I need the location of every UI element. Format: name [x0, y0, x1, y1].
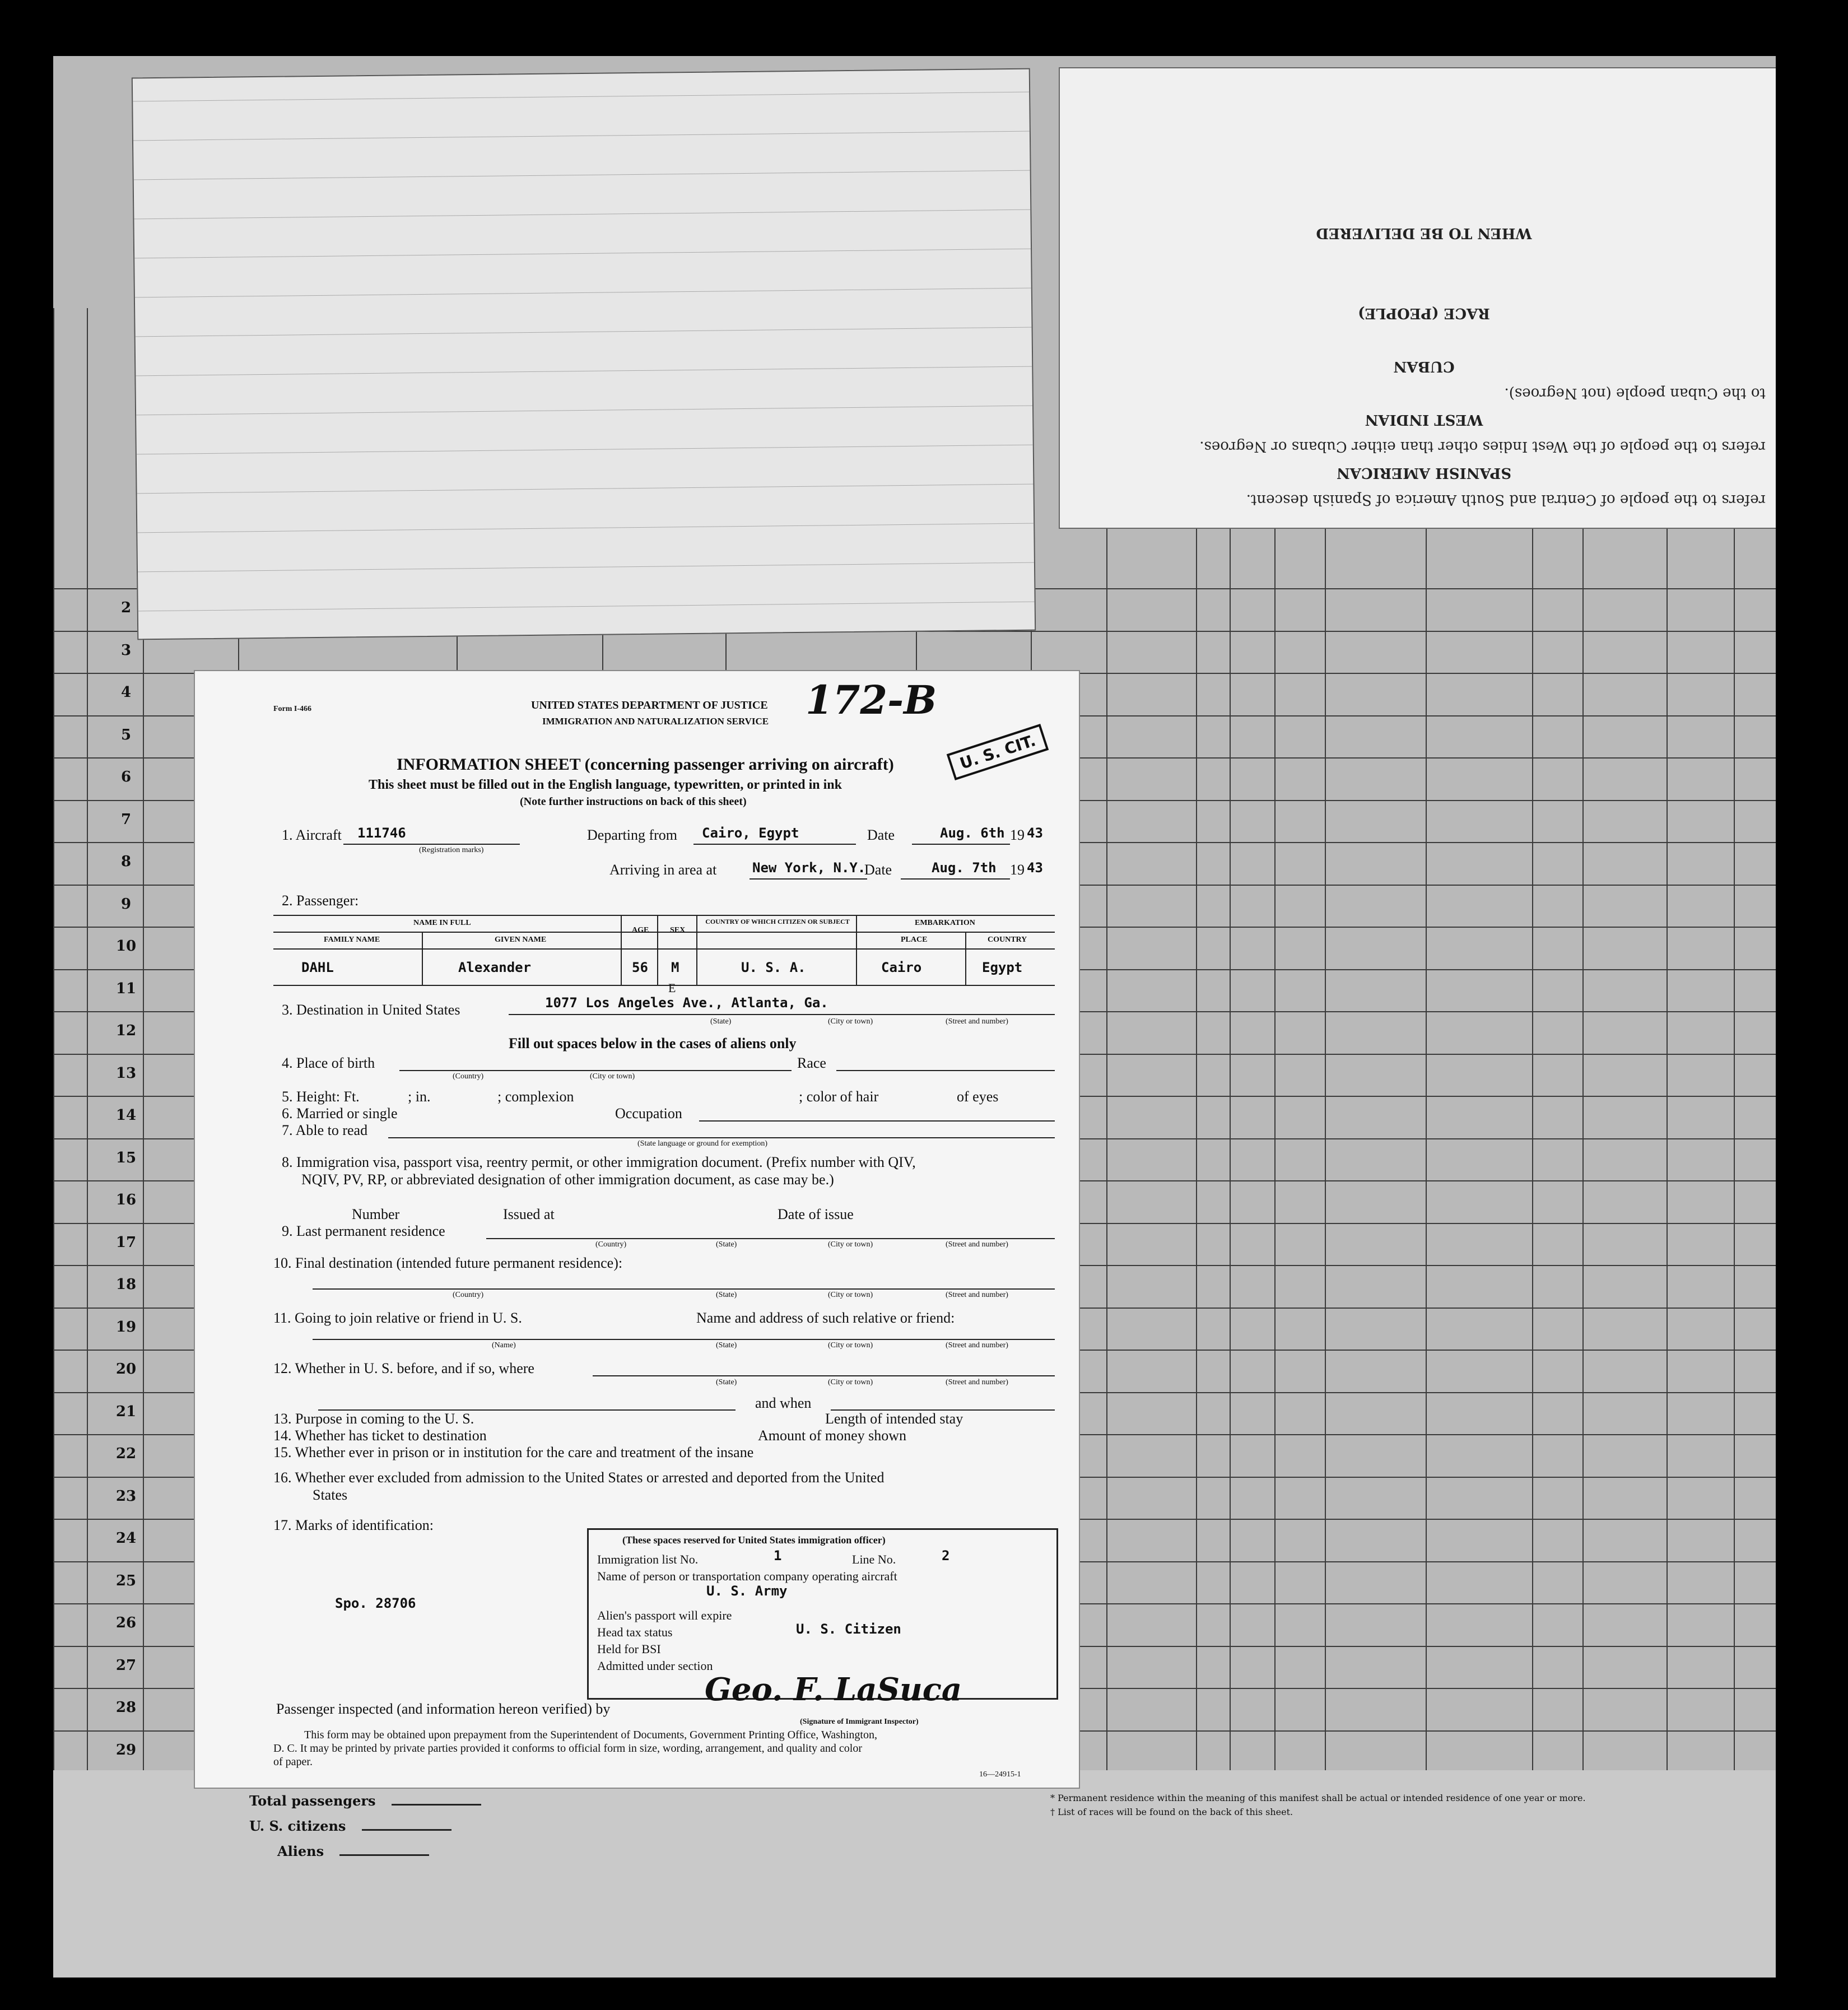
aircraft-value: 111746 [357, 825, 406, 841]
manifest-row-number: 7 [120, 811, 132, 828]
city-caption: (City or town) [828, 1017, 873, 1026]
city-caption-2: (City or town) [590, 1072, 635, 1081]
country-caption-2: (Country) [595, 1240, 627, 1249]
footer-line-1: This form may be obtained upon prepayment from the Superintendent of Documents, Government Printing Office, Washington, [304, 1729, 877, 1741]
money-label: Amount of money shown [758, 1427, 907, 1444]
city-caption-5: (City or town) [828, 1341, 873, 1350]
arriving-label: Arriving in area at [609, 862, 717, 878]
family-name-value: DAHL [301, 960, 334, 975]
total-passengers: Total passengers [249, 1793, 481, 1809]
head-tax-label: Head tax status [597, 1625, 673, 1639]
operator-label: Name of person or transportation company operating aircraft [597, 1569, 897, 1583]
embark-country-value: Egypt [982, 960, 1023, 975]
manifest-row-number: 5 [120, 726, 132, 743]
arrive-year-value: 43 [1027, 860, 1043, 876]
name-in-full-header: NAME IN FULL [413, 919, 471, 927]
city-caption-6: (City or town) [828, 1378, 873, 1386]
immigration-visa-label: 8. Immigration visa, passport visa, reentry permit, or other immigration document. (Prefix number with QIV, [282, 1154, 916, 1170]
department-heading: UNITED STATES DEPARTMENT OF JUSTICE [531, 699, 768, 711]
state-caption-3: (State) [716, 1291, 737, 1299]
street-caption-4: (Street and number) [946, 1341, 1008, 1350]
place-header: PLACE [901, 936, 928, 944]
embark-place-value: Cairo [881, 960, 922, 975]
form-instruction: This sheet must be filled out in the English language, typewritten, or printed in ink [369, 778, 842, 792]
arriving-value: New York, N.Y. [752, 860, 866, 876]
us-citizen-stamp: U. S. CIT. [947, 724, 1049, 780]
admitted-label: Admitted under section [597, 1659, 713, 1673]
length-stay-label: Length of intended stay [825, 1411, 963, 1427]
depart-date-label: Date [867, 827, 895, 843]
file-number-handwritten: 172-B [806, 677, 937, 723]
officer-box-heading: (These spaces reserved for United States immigration officer) [622, 1534, 886, 1546]
fragment-rule-line [137, 523, 1034, 533]
number-label: Number [352, 1206, 400, 1222]
country-caption-3: (Country) [453, 1291, 484, 1299]
footnote-permanent-residence: * Permanent residence within the meaning of this manifest shall be actual or intended residence of one year or more. [1050, 1793, 1586, 1803]
going-to-join-label: 11. Going to join relative or friend in U. S. [273, 1310, 522, 1326]
aliens: Aliens [277, 1843, 429, 1859]
manifest-row-number: 15 [115, 1149, 137, 1166]
fragment-rule-line [134, 210, 1030, 220]
head-tax-value: U. S. Citizen [796, 1621, 901, 1637]
inspector-signature: Geo. F. LaSuca [705, 1671, 962, 1708]
fragment-rule-line [133, 92, 1029, 102]
place-of-birth-label: 4. Place of birth [282, 1055, 375, 1071]
age-header: AGE [632, 926, 649, 934]
line-no-label: Line No. [852, 1552, 896, 1566]
form-note: (Note further instructions on back of this sheet) [520, 795, 747, 808]
destination-correction: E [668, 981, 676, 995]
fragment-rule-line [138, 562, 1034, 573]
able-read-label: 7. Able to read [282, 1122, 368, 1138]
form-number: Form I-466 [273, 705, 312, 713]
fragment-rule-line [135, 288, 1031, 298]
date-of-issue-label: Date of issue [778, 1206, 854, 1222]
final-destination-label: 10. Final destination (intended future permanent residence): [273, 1255, 623, 1271]
line-no-value: 2 [942, 1548, 950, 1564]
manifest-row-number: 19 [115, 1318, 137, 1336]
sex-header: SEX [670, 926, 686, 934]
family-name-header: FAMILY NAME [324, 936, 380, 944]
country-header: COUNTRY [988, 936, 1027, 944]
destination-value: 1077 Los Angeles Ave., Atlanta, Ga. [545, 995, 828, 1011]
registration-marks-caption: (Registration marks) [419, 846, 484, 854]
manifest-row-number: 25 [115, 1572, 137, 1589]
sex-value: M [671, 960, 679, 975]
state-caption: (State) [710, 1017, 732, 1026]
street-caption-3: (Street and number) [946, 1291, 1008, 1299]
service-heading: IMMIGRATION AND NATURALIZATION SERVICE [542, 716, 769, 727]
manifest-totals-area [53, 1770, 1776, 1978]
given-name-header: GIVEN NAME [495, 936, 547, 944]
country-citizen-header: COUNTRY OF WHICH CITIZEN OR SUBJECT [705, 918, 850, 925]
manifest-column-line [1582, 308, 1584, 1793]
us-citizens: U. S. citizens [249, 1818, 451, 1834]
excluded-label: 16. Whether ever excluded from admission to the United States or arrested and deported from the United [273, 1469, 885, 1486]
inches-label: ; in. [408, 1088, 431, 1105]
citizen-value: U. S. A. [741, 960, 806, 975]
manifest-row-number: 11 [115, 980, 137, 997]
manifest-column-line [87, 308, 88, 1793]
manifest-scan [53, 56, 1776, 1978]
manifest-row-number: 27 [115, 1657, 137, 1674]
whether-us-label: 12. Whether in U. S. before, and if so, where [273, 1360, 534, 1376]
manifest-row-number: 16 [115, 1192, 137, 1208]
passport-expire-label: Alien's passport will expire [597, 1608, 732, 1622]
manifest-row-number: 6 [120, 769, 132, 785]
fragment-rule-line [136, 406, 1032, 416]
country-caption: (Country) [453, 1072, 484, 1081]
street-caption-5: (Street and number) [946, 1378, 1008, 1386]
occupation-label: Occupation [615, 1105, 682, 1122]
married-label: 6. Married or single [282, 1105, 398, 1122]
city-caption-3: (City or town) [828, 1240, 873, 1249]
arrive-year-prefix: 19 [1010, 862, 1025, 878]
print-code: 16—24915-1 [979, 1770, 1021, 1779]
manifest-row-number: 3 [120, 641, 132, 659]
purpose-label: 13. Purpose in coming to the U. S. [273, 1411, 474, 1427]
manifest-row-number: 14 [115, 1107, 137, 1124]
passenger-label: 2. Passenger: [282, 892, 359, 909]
prison-label: 15. Whether ever in prison or in institution for the care and treatment of the insane [273, 1444, 754, 1460]
manifest-row-number: 13 [115, 1064, 137, 1082]
marks-label: 17. Marks of identification: [273, 1517, 434, 1533]
manifest-column-line [1196, 308, 1197, 1793]
age-value: 56 [632, 960, 648, 975]
aliens-only-heading: Fill out spaces below in the cases of aliens only [509, 1035, 797, 1051]
footer-line-2: D. C. It may be printed by private parties provided it conforms to official form in size, wording, arrangement, and quality and color [273, 1742, 863, 1755]
manifest-row-number: 12 [115, 1022, 137, 1039]
state-caption-4: (State) [716, 1341, 737, 1350]
manifest-row-number: 17 [115, 1234, 137, 1251]
destination-label: 3. Destination in United States [282, 1002, 460, 1018]
fragment-rule-line [133, 131, 1030, 141]
departing-label: Departing from [587, 827, 678, 843]
last-residence-label: 9. Last permanent residence [282, 1223, 445, 1239]
complexion-label: ; complexion [497, 1088, 574, 1105]
name-caption: (Name) [492, 1341, 516, 1350]
upside-down-instructions-sheet: refers to the people of Central and South America of Spanish descent. SPANISH AMERICAN refers to the people of the West Indies other than either Cubans or Negroes. WEST INDIAN to the Cuban people (not Negroes). CUBAN RACE (PEOPLE) WHEN TO BE DELIVERED [1059, 67, 1776, 529]
marks-value: Spo. 28706 [335, 1595, 416, 1611]
fragment-rule-line [136, 366, 1032, 376]
manifest-column-line [1734, 308, 1735, 1793]
manifest-row-number: 28 [115, 1699, 137, 1716]
manifest-row-number: 4 [120, 684, 132, 701]
race-label: Race [797, 1055, 826, 1071]
depart-year-prefix: 19 [1010, 827, 1025, 843]
street-caption-2: (Street and number) [946, 1240, 1008, 1249]
manifest-row-number: 2 [120, 599, 132, 616]
information-sheet-form [195, 671, 1079, 1788]
manifest-row-number: 10 [115, 938, 137, 955]
fragment-rule-line [134, 170, 1030, 180]
signature-caption: (Signature of Immigrant Inspector) [800, 1718, 919, 1726]
list-no-label: Immigration list No. [597, 1552, 699, 1566]
manifest-column-line [1532, 308, 1533, 1793]
inspected-label: Passenger inspected (and information hereon verified) by [276, 1701, 611, 1717]
embarkation-header: EMBARKATION [915, 919, 975, 927]
height-label: 5. Height: Ft. [282, 1088, 360, 1105]
manifest-row-number: 26 [115, 1614, 137, 1631]
manifest-row-number: 23 [115, 1487, 137, 1505]
state-caption-2: (State) [716, 1240, 737, 1249]
manifest-row-number: 18 [115, 1276, 137, 1293]
state-language-caption: (State language or ground for exemption) [637, 1139, 768, 1148]
held-bsi-label: Held for BSI [597, 1642, 661, 1656]
fragment-rule-line [134, 249, 1031, 259]
arrive-date-label: Date [864, 862, 892, 878]
list-no-value: 1 [774, 1548, 782, 1564]
footnote-list-of-races: † List of races will be found on the back of this sheet. [1050, 1807, 1293, 1817]
ticket-label: 14. Whether has ticket to destination [273, 1427, 487, 1444]
manifest-column-line [1106, 308, 1107, 1793]
manifest-row-number: 20 [115, 1361, 137, 1378]
issued-at-label: Issued at [503, 1206, 555, 1222]
manifest-row-number: 22 [115, 1445, 137, 1462]
footer-line-3: of paper. [273, 1756, 313, 1768]
manifest-column-line [1667, 308, 1668, 1793]
fragment-rule-line [138, 602, 1035, 612]
immigration-visa-label-2: NQIV, PV, RP, or abbreviated designation of other immigration document, as case may be.) [301, 1171, 834, 1188]
manifest-column-line [1325, 308, 1326, 1793]
depart-year-value: 43 [1027, 825, 1043, 841]
depart-date-value: Aug. 6th [940, 825, 1005, 841]
eyes-label: of eyes [957, 1088, 999, 1105]
excluded-label-2: States [313, 1487, 348, 1503]
city-caption-4: (City or town) [828, 1291, 873, 1299]
name-address-label: Name and address of such relative or friend: [696, 1310, 955, 1326]
state-caption-5: (State) [716, 1378, 737, 1386]
manifest-row-number: 29 [115, 1741, 137, 1758]
manifest-column-line [53, 308, 54, 1793]
manifest-row-number: 9 [120, 895, 132, 913]
manifest-row-number: 8 [120, 853, 132, 870]
arrive-date-value: Aug. 7th [932, 860, 997, 876]
given-name-value: Alexander [458, 960, 532, 975]
operator-value: U. S. Army [706, 1583, 788, 1599]
manifest-row-number: 21 [115, 1403, 137, 1420]
fragment-rule-line [137, 484, 1034, 494]
and-when-label: and when [755, 1395, 812, 1411]
aircraft-label: 1. Aircraft [282, 827, 342, 843]
form-title: INFORMATION SHEET (concerning passenger arriving on aircraft) [397, 755, 894, 774]
manifest-column-line [1274, 308, 1276, 1793]
manifest-column-line [1230, 308, 1231, 1793]
street-caption: (Street and number) [946, 1017, 1008, 1026]
upside-down-manifest-fragment [132, 68, 1036, 640]
fragment-rule-line [136, 327, 1032, 337]
fragment-rule-line [137, 445, 1033, 455]
manifest-row-number: 24 [115, 1530, 137, 1547]
hair-label: ; color of hair [799, 1088, 879, 1105]
departing-value: Cairo, Egypt [702, 825, 799, 841]
manifest-column-line [1426, 308, 1427, 1793]
